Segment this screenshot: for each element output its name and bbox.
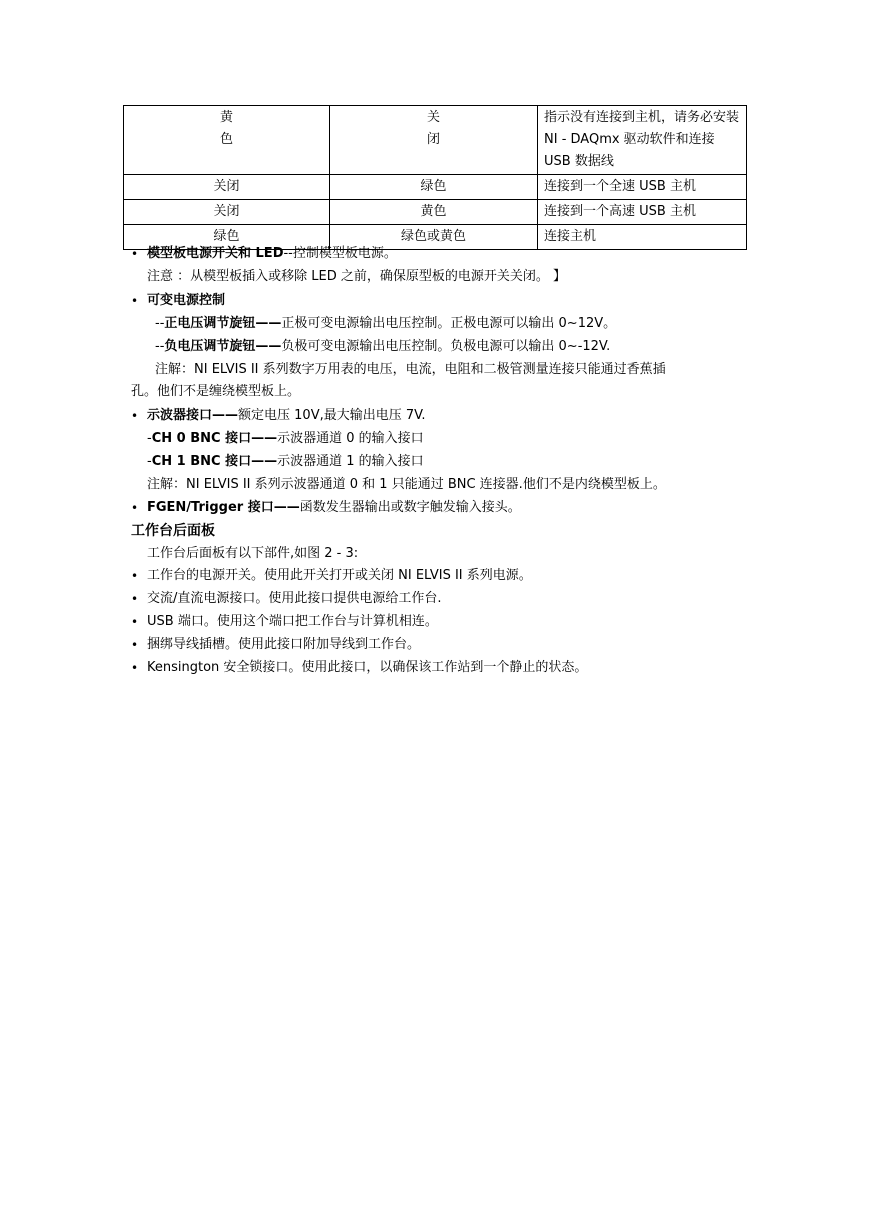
bullet-marker: • xyxy=(131,615,139,629)
table-cell: 连接主机 xyxy=(538,225,747,250)
section-oscilloscope xyxy=(147,405,425,427)
table-row xyxy=(124,200,747,225)
section-title: FGEN/Trigger 接口—— xyxy=(147,500,300,515)
sub-item-prefix: -- xyxy=(155,316,165,331)
bullet-marker: • xyxy=(131,638,139,652)
led-status-table xyxy=(123,105,747,250)
section-title: 示波器接口—— xyxy=(147,408,239,423)
list-item: USB 端口。使用这个端口把工作台与计算机相连。 xyxy=(147,614,438,629)
list-item: 工作台的电源开关。使用此开关打开或关闭 NI ELVIS II 系列电源。 xyxy=(147,568,532,583)
sub-item-prefix: -- xyxy=(155,339,165,354)
bullet-marker: • xyxy=(131,569,139,583)
table-cell: 连接到一个全速 USB 主机 xyxy=(538,175,747,200)
table-cell: 绿色 xyxy=(124,225,330,250)
section-title: 可变电源控制 xyxy=(147,293,226,308)
table-cell: 连接到一个高速 USB 主机 xyxy=(538,200,747,225)
sub-item-title: 负电压调节旋钮—— xyxy=(164,339,282,354)
bullet-marker: • xyxy=(131,294,139,308)
sub-item-text: 示波器通道 1 的输入接口 xyxy=(277,454,424,469)
sub-item-positive-knob xyxy=(155,313,616,335)
sub-item-text: 负极可变电源输出电压控制。负极电源可以输出 0~-12V. xyxy=(281,339,611,354)
table-row xyxy=(124,106,747,175)
list-item: 交流/直流电源接口。使用此接口提供电源给工作台. xyxy=(147,591,442,606)
section-heading: 工作台后面板 xyxy=(131,523,215,539)
sub-item-title: CH 0 BNC 接口—— xyxy=(151,431,278,446)
sub-item-title: CH 1 BNC 接口—— xyxy=(151,454,278,469)
sub-item-text: 正极可变电源输出电压控制。正极电源可以输出 0~12V。 xyxy=(281,316,617,331)
section-text: 额定电压 10V,最大输出电压 7V. xyxy=(238,408,426,423)
sub-item-prefix: - xyxy=(147,431,152,446)
sub-item-ch0 xyxy=(147,428,424,450)
table-cell: 关闭 xyxy=(124,175,330,200)
list-item: Kensington 安全锁接口。使用此接口，以确保该工作站到一个静止的状态。 xyxy=(147,660,588,675)
note-text: 孔。他们不是缠绕模型板上。 xyxy=(131,384,301,399)
bullet-marker: • xyxy=(131,501,139,515)
sub-item-text: 示波器通道 0 的输入接口 xyxy=(277,431,424,446)
table-cell: 绿色 xyxy=(330,175,538,200)
section-title: 模型板电源开关和 LED xyxy=(147,246,284,261)
sub-item-ch1 xyxy=(147,451,424,473)
bullet-marker: • xyxy=(131,592,139,606)
sub-item-negative-knob xyxy=(155,336,610,358)
note-text: 注解：NI ELVIS II 系列数字万用表的电压，电流，电阻和二极管测量连接只能通过香蕉插 xyxy=(155,362,666,377)
section-power-switch xyxy=(147,243,397,265)
note-text: 注解：NI ELVIS II 系列示波器通道 0 和 1 只能通过 BNC 连接器.他们不是内绕模型板上。 xyxy=(147,477,666,492)
intro-text: 工作台后面板有以下部件,如图 2 - 3: xyxy=(147,546,359,561)
sub-item-prefix: - xyxy=(147,454,152,469)
section-variable-power xyxy=(147,290,225,312)
table-cell: 关 闭 xyxy=(330,106,538,175)
note-text: 注意 ：从模型板插入或移除 LED 之前，确保原型板的电源开关关闭。 】 xyxy=(147,269,566,284)
section-text: --控制模型板电源。 xyxy=(283,246,397,261)
bullet-marker: • xyxy=(131,247,139,261)
bullet-marker: • xyxy=(131,409,139,423)
table-cell: 绿色或黄色 xyxy=(330,225,538,250)
table-cell: 黄 色 xyxy=(124,106,330,175)
table-cell: 指示没有连接到主机，请务必安装 NI - DAQmx 驱动软件和连接 USB 数据线 xyxy=(538,106,747,175)
table-cell: 关闭 xyxy=(124,200,330,225)
bullet-marker: • xyxy=(131,661,139,675)
table-row xyxy=(124,175,747,200)
sub-item-title: 正电压调节旋钮—— xyxy=(164,316,282,331)
section-text: 函数发生器输出或数字触发输入接头。 xyxy=(299,500,521,515)
section-fgen-trigger xyxy=(147,497,521,519)
list-item: 捆绑导线插槽。使用此接口附加导线到工作台。 xyxy=(147,637,421,652)
table-cell: 黄色 xyxy=(330,200,538,225)
